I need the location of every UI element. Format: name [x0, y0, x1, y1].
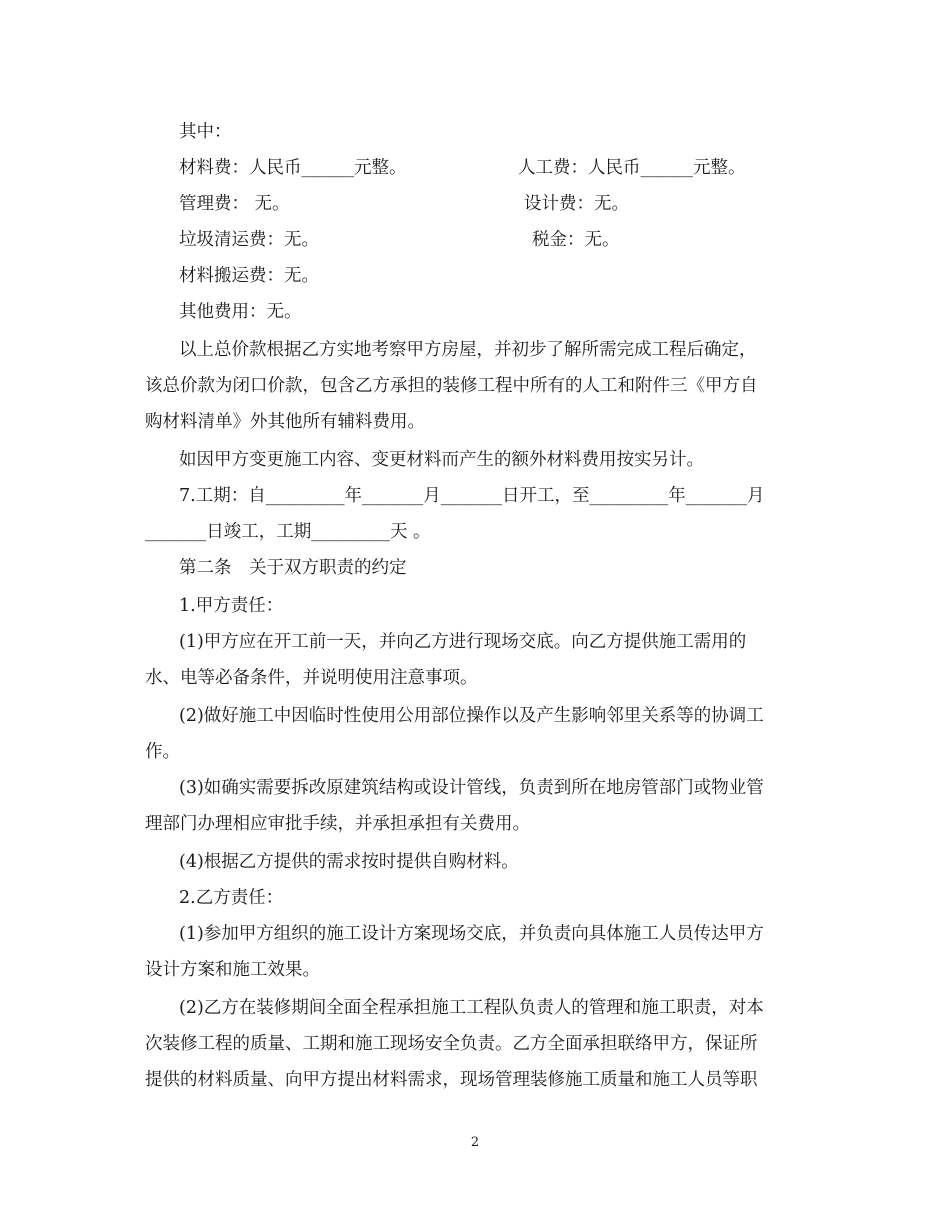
handling-fee: 材料搬运费：无。 — [179, 266, 319, 286]
party-a-item1-line2: 水、电等必备条件，并说明使用注意事项。 — [145, 668, 478, 688]
garbage-fee: 垃圾清运费：无。 — [179, 230, 319, 250]
other-fee: 其他费用：无。 — [179, 302, 302, 322]
intro-text: 其中： — [179, 122, 232, 142]
party-a-item3-line2: 理部门办理相应审批手续，并承担承担有关费用。 — [145, 814, 530, 834]
party-a-item2-line1: (2)做好施工中因临时性使用公用部位操作以及产生影响邻里关系等的协调工 — [179, 706, 764, 726]
party-a-item4: (4)根据乙方提供的需求按时提供自购材料。 — [179, 852, 519, 872]
tax-fee: 税金：无。 — [532, 230, 620, 250]
party-b-item2-line3: 提供的材料质量、向甲方提出材料需求，现场管理装修施工质量和施工人员等职 — [145, 1070, 758, 1090]
price-para-line3: 购材料清单》外其他所有辅料费用。 — [145, 412, 425, 432]
labor-fee: 人工费：人民币______元整。 — [518, 158, 746, 178]
material-fee: 材料费：人民币______元整。 — [179, 158, 407, 178]
price-para-line1: 以上总价款根据乙方实地考察甲方房屋，并初步了解所需完成工程后确定， — [179, 340, 757, 360]
party-a-item3-line1: (3)如确实需要拆改原建筑结构或设计管线，负责到所在地房管部门或物业管 — [179, 778, 764, 798]
design-fee: 设计费：无。 — [524, 194, 629, 214]
party-b-item2-line1: (2)乙方在装修期间全面全程承担施工工程队负责人的管理和施工职责，对本 — [179, 998, 764, 1018]
party-a-item2-line2: 作。 — [145, 742, 180, 762]
management-fee: 管理费： 无。 — [179, 194, 290, 214]
change-para: 如因甲方变更施工内容、变更材料而产生的额外材料费用按实另计。 — [179, 450, 704, 470]
party-b-item2-line2: 次装修工程的质量、工期和施工现场安全负责。乙方全面承担联络甲方，保证所 — [145, 1034, 758, 1054]
page-number: 2 — [470, 1135, 480, 1150]
party-a-item1-line1: (1)甲方应在开工前一天，并向乙方进行现场交底。向乙方提供施工需用的 — [179, 632, 747, 652]
party-b-item1-line2: 设计方案和施工效果。 — [145, 960, 320, 980]
party-b-heading: 2.乙方责任： — [179, 888, 284, 908]
party-a-heading: 1.甲方责任： — [179, 596, 284, 616]
article2-title: 第二条 关于双方职责的约定 — [179, 558, 407, 578]
schedule-line1: 7.工期：自_________年_______月_______日开工，至_________年_______月 — [179, 486, 765, 506]
party-b-item1-line1: (1)参加甲方组织的施工设计方案现场交底，并负责向具体施工人员传达甲方 — [179, 924, 764, 944]
schedule-line2: _______日竣工，工期_________天 。 — [145, 522, 431, 542]
price-para-line2: 该总价款为闭口价款，包含乙方承担的装修工程中所有的人工和附件三《甲方自 — [145, 376, 758, 396]
